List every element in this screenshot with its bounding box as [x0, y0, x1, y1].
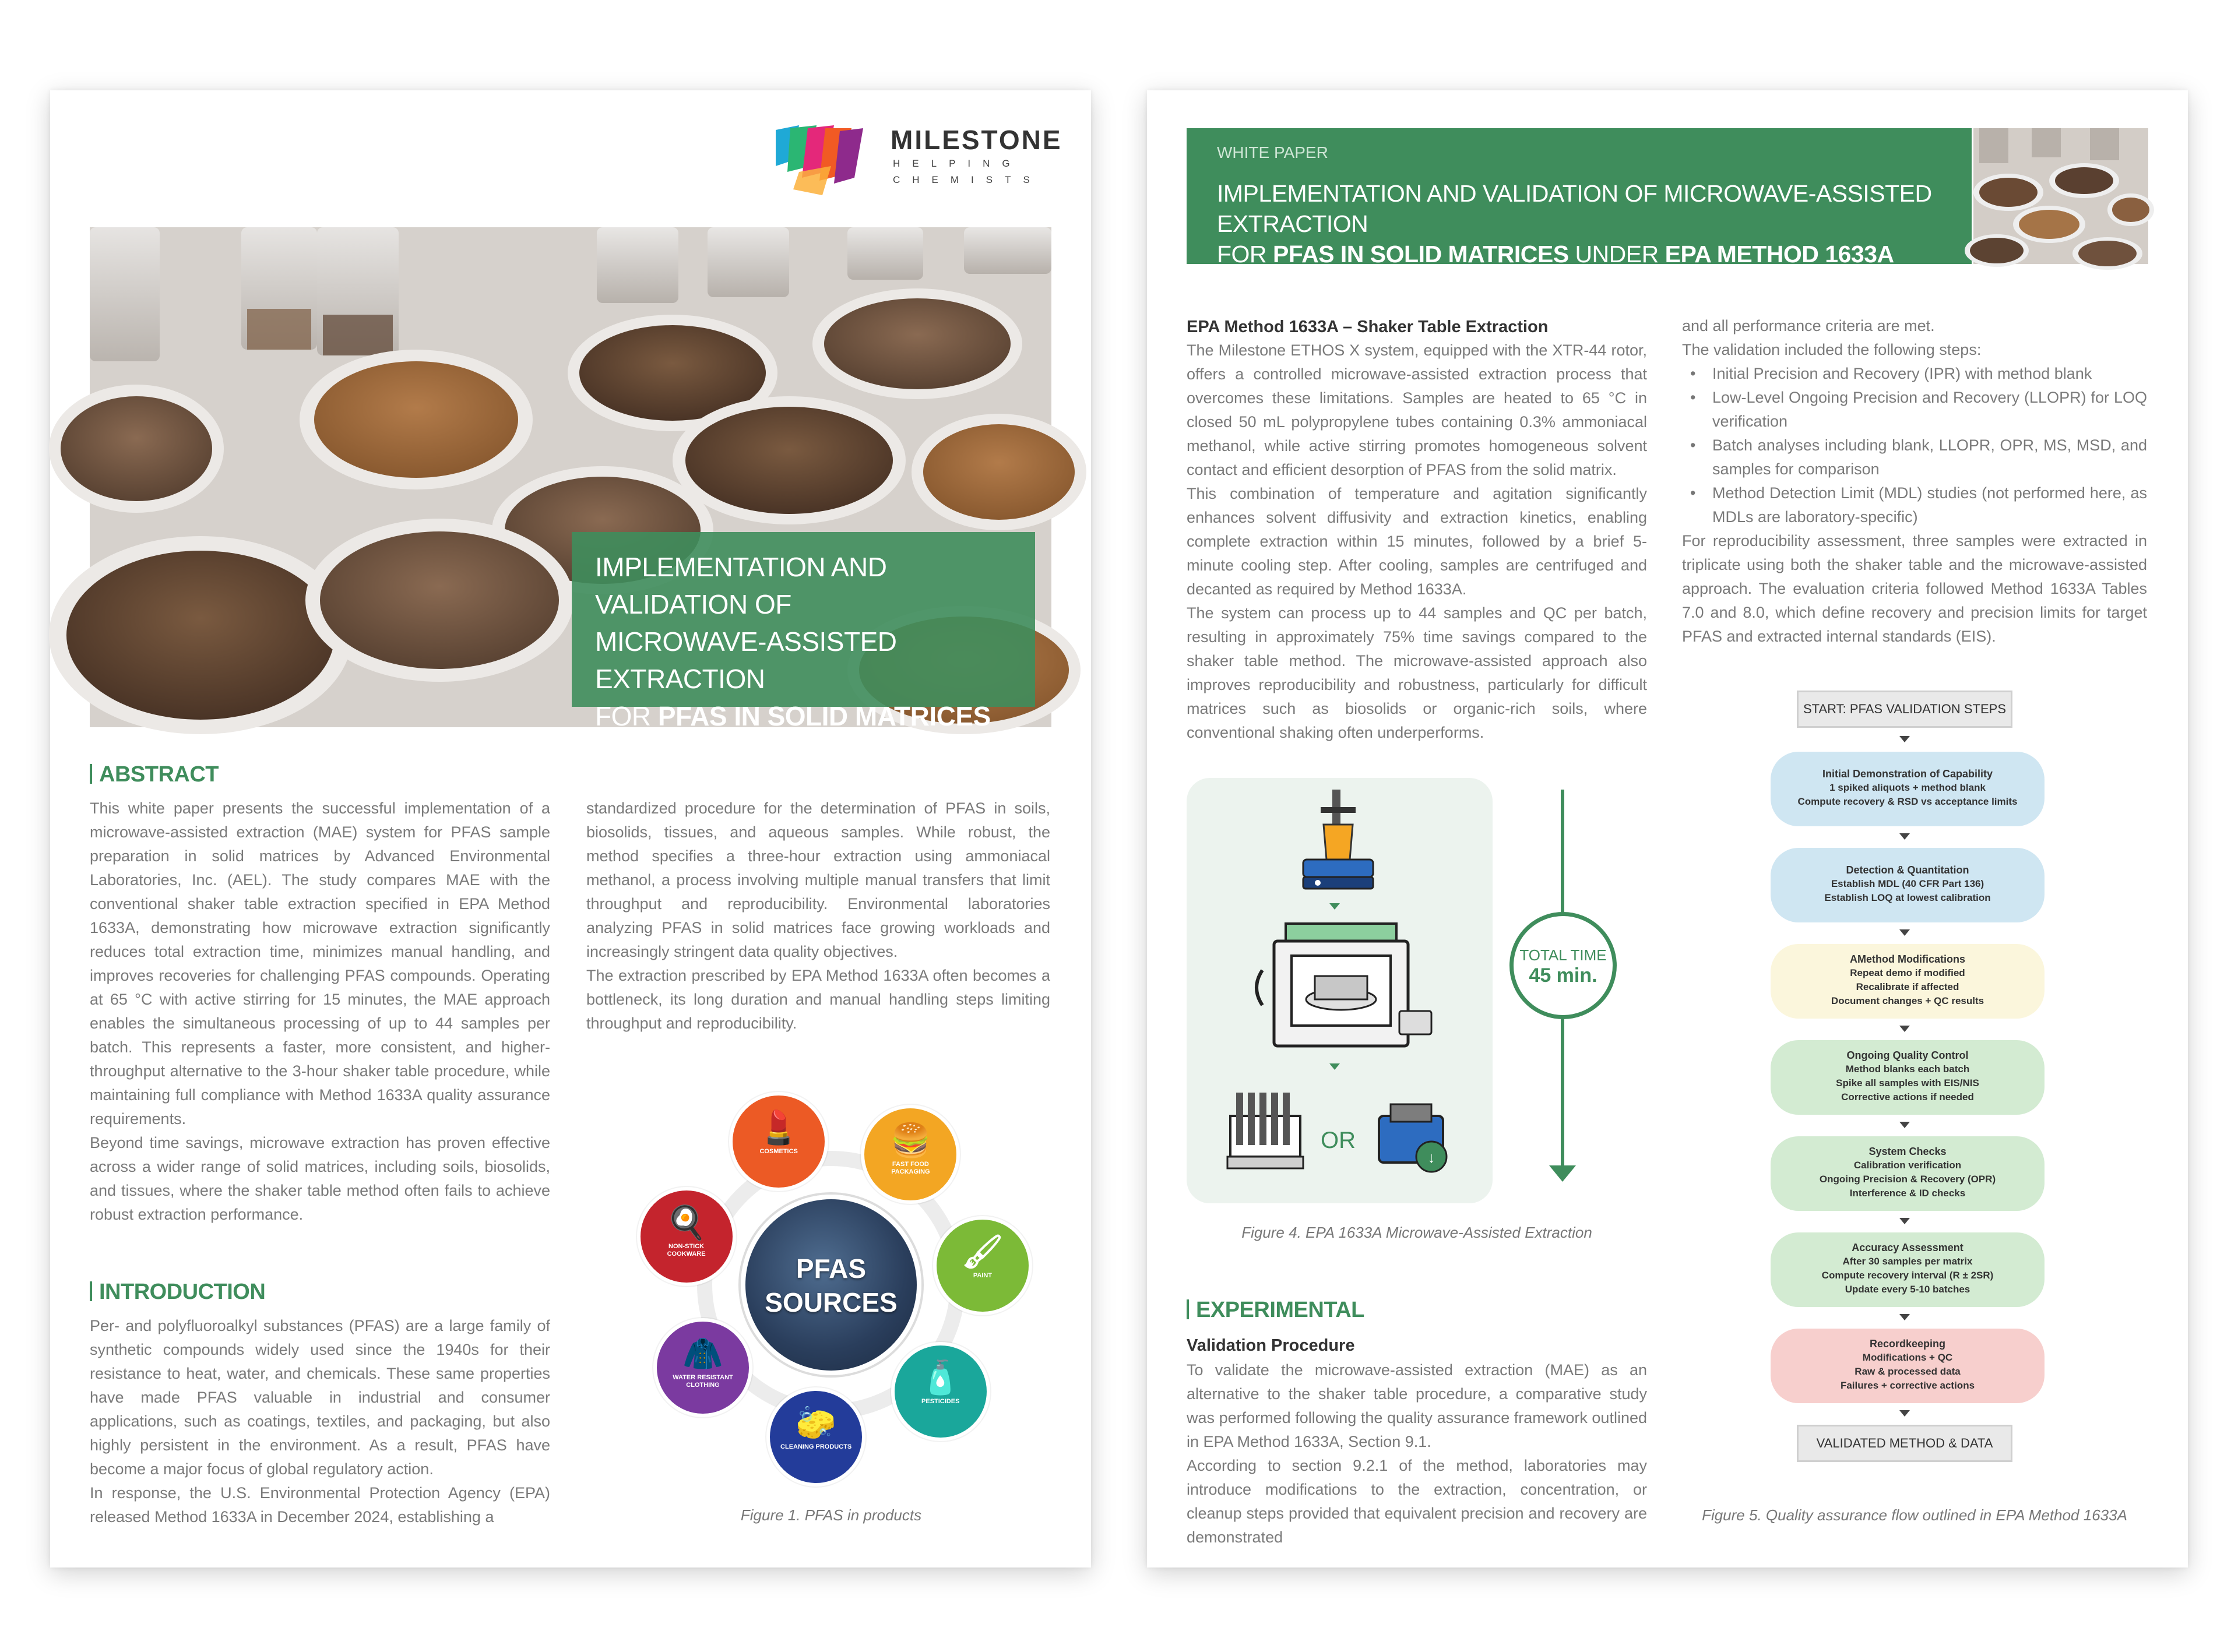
- source-label: COSMETICS: [759, 1147, 798, 1155]
- flowchart-step-title: Ongoing Quality Control: [1846, 1049, 1969, 1061]
- flowchart-step: [1771, 1136, 2045, 1211]
- jacket-icon: 🧥: [682, 1335, 723, 1372]
- figure5-caption: Figure 5. Quality assurance flow outlined in EPA Method 1633A: [1702, 1506, 2127, 1524]
- flowchart-step-title: Detection & Quantitation: [1846, 864, 1969, 876]
- source-icon-paint: [933, 1216, 1032, 1315]
- figure4-caption: Figure 4. EPA 1633A Microwave-Assisted Extraction: [1241, 1224, 1592, 1241]
- figure1-caption: Figure 1. PFAS in products: [740, 1506, 922, 1524]
- list-item: • Method Detection Limit (MDL) studies (not performed here, as MDLs are laboratory-specific): [1682, 481, 2147, 529]
- flowchart-step-line: Spike all samples with EIS/NIS: [1836, 1077, 1979, 1089]
- flowchart-step: [1771, 944, 2045, 1019]
- title-text: FOR: [1217, 241, 1273, 267]
- milestone-logo-icon: [776, 125, 863, 195]
- flowchart-step-line: Calibration verification: [1853, 1160, 1962, 1171]
- white-paper-kicker: WHITE PAPER: [1217, 143, 1328, 161]
- arrow-down-icon: [1329, 1063, 1340, 1070]
- list-item: • Initial Precision and Recovery (IPR) with method blank: [1682, 362, 2147, 386]
- title-bold: PFAS IN SOLID MATRICES: [1272, 241, 1569, 267]
- shaker-heading: EPA Method 1633A – Shaker Table Extraction: [1187, 318, 1549, 336]
- source-label: WATER RESISTANT CLOTHING: [673, 1374, 733, 1389]
- cover-title-bold: EPA METHOD 1633A: [696, 738, 954, 769]
- flowchart-end: VALIDATED METHOD & DATA: [1797, 1425, 2012, 1462]
- right-col-paragraph: The validation included the following steps:: [1682, 341, 1982, 358]
- flowchart-step-line: 1 spiked aliquots + method blank: [1829, 782, 1986, 793]
- cover-title-line: IMPLEMENTATION AND VALIDATION OF: [595, 552, 887, 619]
- flowchart-step-line: Document changes + QC results: [1831, 995, 1984, 1006]
- list-item: • Batch analyses including blank, LLOPR, OPR, MS, MSD, and samples for comparison: [1682, 434, 2147, 481]
- extraction-workflow-panel: [1187, 778, 1493, 1203]
- page2-title: [1217, 178, 1941, 269]
- flowchart-step-line: Modifications + QC: [1862, 1352, 1953, 1363]
- flowchart-step: [1771, 1040, 2045, 1115]
- hero-photo: [90, 227, 1051, 769]
- arrow-down-icon: [1899, 929, 1910, 936]
- flowchart-step: [1771, 1329, 2045, 1403]
- source-label: FAST FOOD PACKAGING: [891, 1161, 930, 1176]
- flowchart-step-line: Repeat demo if modified: [1850, 967, 1965, 978]
- title-bold: EPA METHOD 1633A: [1665, 241, 1894, 267]
- total-time-value: 45 min.: [1529, 964, 1597, 987]
- flowchart-step-line: Ongoing Precision & Recovery (OPR): [1819, 1174, 1996, 1185]
- timeline-arrow-icon: [1549, 1165, 1576, 1182]
- flowchart-step: [1771, 1232, 2045, 1307]
- cover-title-line: [595, 698, 1012, 735]
- total-time-label: TOTAL TIME: [1519, 946, 1607, 964]
- stirrer-icon: [1297, 790, 1379, 894]
- validation-subheading: Validation Procedure: [1187, 1336, 1355, 1355]
- source-icon-pesticides: [891, 1342, 990, 1441]
- logo-tagline: HELPING CHEMISTS: [893, 158, 1042, 185]
- experimental-paragraph: According to section 9.2.1 of the method, laboratories may introduce modifications to the extraction, concentration, or cleanup steps provided that equivalent precision and recovery are demonstrated: [1187, 1457, 1647, 1546]
- flowchart-step-line: Establish LOQ at lowest calibration: [1824, 892, 1991, 903]
- flowchart-step-line: Interference & ID checks: [1849, 1188, 1966, 1199]
- flowchart-step-line: Corrective actions if needed: [1841, 1091, 1974, 1102]
- cover-title-bold: PFAS IN SOLID MATRICES: [657, 701, 991, 731]
- source-label: PAINT: [973, 1272, 993, 1280]
- soil-dishes-thumbnail: [1973, 128, 2148, 264]
- right-col-paragraph: and all performance criteria are met.: [1682, 317, 1935, 334]
- source-icon-non-stick-cookware: [637, 1187, 736, 1286]
- introduction-paragraph: The extraction prescribed by EPA Method 1633A often becomes a bottleneck, its long duration and manual handling steps limiting throughput and reproducibility.: [586, 967, 1050, 1032]
- cover-title-text: UNDER: [595, 738, 696, 769]
- source-icon-fast-food-packaging: [861, 1105, 960, 1204]
- paint-roller-icon: 🖌: [962, 1233, 1004, 1270]
- arrow-down-icon: [1899, 736, 1910, 742]
- arrow-down-icon: [1899, 1122, 1910, 1128]
- arrow-down-icon: [1899, 1410, 1910, 1417]
- flowchart-step-title: Initial Demonstration of Capability: [1822, 768, 1993, 780]
- arrow-down-icon: [1329, 903, 1340, 910]
- flowchart-start: START: PFAS VALIDATION STEPS: [1797, 691, 2012, 728]
- introduction-continued: [586, 797, 1050, 1035]
- validation-steps-list: [1682, 362, 2147, 529]
- or-label: OR: [1321, 1128, 1356, 1153]
- source-label: CLEANING PRODUCTS: [780, 1443, 852, 1450]
- center-title-line: PFAS: [796, 1253, 867, 1284]
- source-label: NON-STICK COOKWARE: [667, 1242, 706, 1258]
- abstract-heading: ABSTRACT: [90, 762, 219, 787]
- cover-title-text: FOR: [595, 701, 658, 731]
- food-box-icon: 🍔: [890, 1122, 931, 1159]
- canister-icon: 🧴: [920, 1358, 961, 1396]
- flowchart-step-title: Recordkeeping: [1869, 1338, 1946, 1350]
- flowchart-step-line: Update every 5-10 batches: [1845, 1284, 1970, 1295]
- flowchart-step-line: Establish MDL (40 CFR Part 136): [1831, 878, 1984, 889]
- flowchart-step-line: Method blanks each batch: [1845, 1063, 1970, 1075]
- flowchart-step-line: Compute recovery & RSD vs acceptance limits: [1797, 796, 2018, 807]
- flowchart-step-line: Raw & processed data: [1855, 1366, 1961, 1377]
- page-left: [50, 90, 1091, 1568]
- total-time-badge: [1509, 912, 1617, 1019]
- page-right: [1147, 90, 2188, 1568]
- arrow-down-icon: [1899, 833, 1910, 840]
- flowchart-step-line: Compute recovery interval (R ± 2SR): [1821, 1270, 1994, 1281]
- centrifuge-icon: [1373, 1093, 1455, 1174]
- arrow-down-icon: [1899, 1314, 1910, 1320]
- source-icon-cleaning-products: [766, 1387, 865, 1487]
- arrow-down-icon: [1899, 1218, 1910, 1224]
- microwave-extractor-icon: [1251, 924, 1431, 1052]
- experimental-body: [1187, 1358, 1647, 1549]
- experimental-heading: EXPERIMENTAL: [1187, 1298, 1364, 1323]
- list-item: • Low-Level Ongoing Precision and Recovery (LLOPR) for LOQ verification: [1682, 386, 2147, 434]
- page2-header: [1187, 128, 1972, 267]
- introduction-heading: INTRODUCTION: [90, 1280, 265, 1305]
- svg-text:↓: ↓: [1427, 1149, 1435, 1166]
- frying-pan-icon: 🍳: [666, 1203, 707, 1241]
- source-icon-cosmetics: [729, 1092, 828, 1191]
- introduction-paragraph: Per- and polyfluoroalkyl substances (PFAS) are a large family of synthetic compounds widely used since the 1940s for their resistance to heat, water, and chemicals. These same properties have made PFAS valuable in industrial and consumer applications, such as coatings, textiles, and packaging, but also highly persistent in the environment. As a result, PFAS have become a major focus of global regulatory action.: [90, 1317, 550, 1478]
- cover-title-line: [595, 735, 1012, 772]
- pfas-sources-center: [741, 1195, 921, 1375]
- center-title-line: SOURCES: [765, 1287, 898, 1318]
- shaker-body: [1187, 339, 1647, 745]
- abstract-paragraph: Beyond time savings, microwave extraction has proven effective across a wider range of solid matrices, including soils, biosolids, and tissues, where the shaker table method often fails to achieve robust extraction performance.: [90, 1134, 550, 1223]
- introduction-paragraph: In response, the U.S. Environmental Protection Agency (EPA) released Method 1633A in December 2024, establishing a: [90, 1484, 550, 1526]
- lipstick-icon: 💄: [758, 1108, 800, 1146]
- tube-rack-icon: [1227, 1093, 1303, 1174]
- flowchart-step-line: After 30 samples per matrix: [1842, 1256, 1973, 1267]
- flowchart-step-title: AMethod Modifications: [1850, 953, 1965, 965]
- right-col-paragraph: For reproducibility assessment, three samples were extracted in triplicate using both the shaker table and the microwave-assisted approach. The evaluation criteria followed Method 1633A Tables 7.0 and 8.0, which define recovery and precision limits for target PFAS and extracted internal standards (EIS).: [1682, 532, 2147, 645]
- flowchart-step-line: Recalibrate if affected: [1856, 981, 1959, 992]
- shaker-paragraph: The system can process up to 44 samples and QC per batch, resulting in approximately 75% time savings compared to the shaker table method. The microwave-assisted approach also improves reproducibility and robustness, particularly for difficult matrices such as biosolids or organic-rich soils, where conventional shaking often underperforms.: [1187, 604, 1647, 741]
- page2-title-line: IMPLEMENTATION AND VALIDATION OF MICROWAVE-ASSISTED EXTRACTION: [1217, 180, 1932, 237]
- flowchart-step: [1771, 752, 2045, 826]
- cover-title: [572, 532, 1035, 769]
- validation-steps-text: [1682, 314, 2147, 649]
- shaker-paragraph: The Milestone ETHOS X system, equipped with the XTR-44 rotor, offers a controlled microwave-assisted extraction process that overcomes these limitations. Samples are heated to 65 °C in closed 50 mL polypropylene tubes containing 0.3% ammoniacal methanol, while active stirring promotes homogeneous solvent contact and efficient desorption of PFAS from the solid matrix.: [1187, 341, 1647, 478]
- pfas-sources-figure: [627, 1081, 1035, 1489]
- source-icon-water-resistant-clothing: [653, 1318, 752, 1417]
- cover-title-line: MICROWAVE-ASSISTED EXTRACTION: [595, 626, 897, 694]
- qa-flowchart: [1771, 691, 2062, 1495]
- introduction-body: [90, 1314, 550, 1529]
- title-text: UNDER: [1568, 241, 1665, 267]
- abstract-body: [90, 797, 550, 1227]
- header-photo: [1973, 128, 2148, 264]
- shaker-paragraph: This combination of temperature and agitation significantly enhances solvent diffusivity and extraction kinetics, enabling complete extraction within 15 minutes, followed by a brief 5-minute cooling step. After cooling, samples are centrifuged and decanted as required by Method 1633A.: [1187, 485, 1647, 598]
- abstract-paragraph: This white paper presents the successful implementation of a microwave-assisted extraction (MAE) system for PFAS sample preparation in solid matrices by Advanced Environmental Laboratories, Inc. (AEL). The study compares MAE with the conventional shaker table extraction specified in EPA Method 1633A, demonstrating how microwave extraction significantly reduces total extraction time, minimizes manual handling, and improves recoveries for challenging PFAS compounds. Operating at 65 °C with active stirring for 15 minutes, the MAE approach enables the simultaneous processing of up to 44 samples per batch. This represents a faster, more consistent, and higher-throughput alternative to the 3-hour shaker table procedure, while maintaining full compliance with Method 1633A quality assurance requirements.: [90, 799, 550, 1128]
- flowchart-step-line: Failures + corrective actions: [1840, 1380, 1975, 1391]
- introduction-paragraph: standardized procedure for the determination of PFAS in soils, biosolids, tissues, and aqueous samples. While robust, the method specifies a three-hour extraction using ammoniacal methanol, a process involving multiple manual transfers that limit throughput and reproducibility. Environmental laboratories analyzing PFAS in solid matrices face growing workloads and increasingly stringent data quality objectives.: [586, 799, 1050, 960]
- flowchart-step: [1771, 848, 2045, 922]
- arrow-down-icon: [1899, 1026, 1910, 1032]
- spray-bottle-icon: 🧽: [796, 1404, 837, 1441]
- source-label: PESTICIDES: [921, 1397, 960, 1405]
- page2-title-line: [1217, 239, 1941, 269]
- logo-name: MILESTONE: [891, 125, 1062, 155]
- flowchart-step-title: Accuracy Assessment: [1852, 1242, 1963, 1253]
- experimental-paragraph: To validate the microwave-assisted extraction (MAE) as an alternative to the shaker table procedure, a comparative study was performed following the quality assurance framework outlined in EPA Method 1633A, Section 9.1.: [1187, 1361, 1647, 1450]
- flowchart-step-title: System Checks: [1868, 1146, 1947, 1157]
